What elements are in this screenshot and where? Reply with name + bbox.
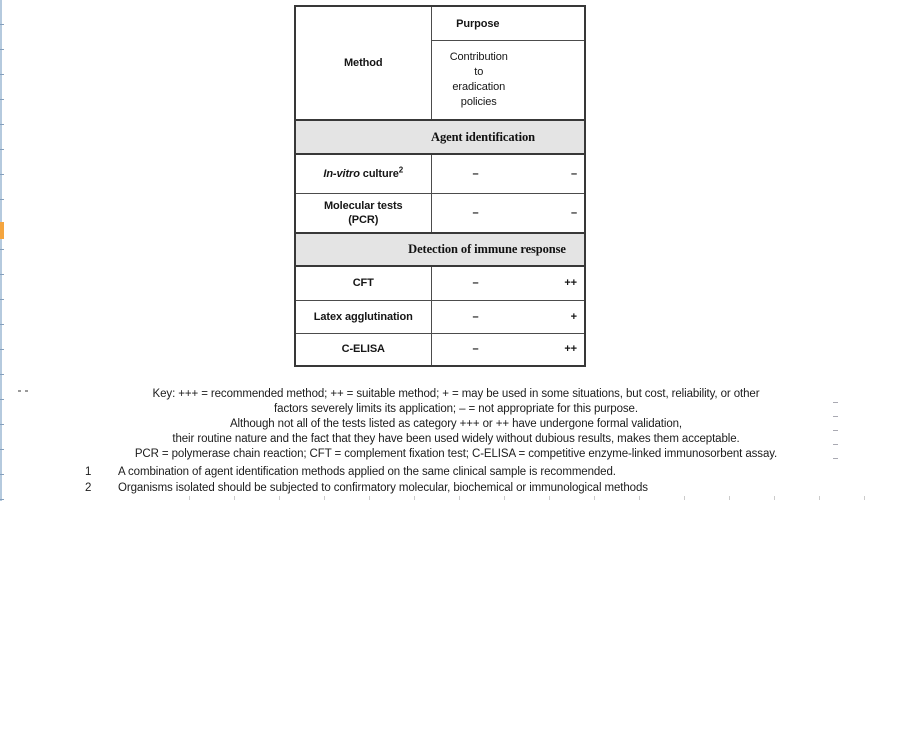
- table-row: [295, 266, 585, 300]
- result-value: –: [570, 167, 577, 180]
- footnote: [85, 481, 648, 497]
- key-line: Key: +++ = recommended method; ++ = suitable method; + = may be used in some situations, but cost, reliability, or other: [152, 388, 760, 400]
- result-value: –: [472, 310, 479, 323]
- gridline-tick-artifacts: [189, 496, 869, 500]
- method-name-cell: CFT: [295, 266, 431, 300]
- footnote-number: 2: [85, 481, 92, 494]
- page-artifact-dot: [25, 390, 28, 392]
- key-line: PCR = polymerase chain reaction; CFT = complement fixation test; C-ELISA = competitive enzyme-linked immunosorbent assay.: [134, 448, 778, 460]
- footnote-superscript: 2: [398, 165, 404, 175]
- value-cell: [431, 333, 585, 366]
- footnote-text: Organisms isolated should be subjected to confirmatory molecular, biochemical or immunological methods: [118, 481, 648, 494]
- left-ruler-ticks: [0, 0, 4, 501]
- purpose-subheader-cell: [431, 41, 585, 121]
- value-cell: [431, 266, 585, 300]
- purpose-sub-line: to: [474, 66, 484, 78]
- value-cell: [431, 154, 585, 193]
- result-value: –: [472, 343, 479, 356]
- footnotes-block: [85, 465, 648, 496]
- key-line: factors severely limits its application; – = not appropriate for this purpose.: [274, 403, 638, 415]
- method-name-italic: In-vitro: [323, 167, 360, 180]
- page-artifact-dot: [18, 390, 21, 392]
- highlight-marker: [0, 222, 4, 239]
- purpose-sub-line: policies: [460, 96, 497, 108]
- footnote-text: A combination of agent identification methods applied on the same clinical sample is recommended.: [118, 466, 616, 478]
- value-cell: [431, 193, 585, 233]
- value-cell: [431, 300, 585, 333]
- table-row: [295, 333, 585, 366]
- method-name-line: (PCR): [348, 213, 379, 226]
- result-value: ++: [564, 277, 577, 290]
- key-line: Although not all of the tests listed as category +++ or ++ have undergone formal validation,: [229, 418, 683, 430]
- immune-response-band: Detection of immune response: [295, 233, 585, 266]
- result-value: –: [472, 167, 479, 180]
- diagnostic-methods-table: [294, 5, 586, 367]
- table-row: [295, 120, 585, 154]
- result-value: –: [472, 277, 479, 290]
- key-line: their routine nature and the fact that they have been used widely without dubious results, makes them acceptable.: [172, 433, 740, 445]
- purpose-sub-line: eradication: [452, 81, 506, 93]
- result-value: +: [570, 310, 577, 323]
- footnote: [85, 465, 648, 481]
- method-name-rest: culture: [359, 167, 399, 180]
- result-value: –: [472, 206, 479, 219]
- method-name-line: Molecular tests: [323, 199, 403, 212]
- result-value: –: [570, 206, 577, 219]
- purpose-header-cell: Purpose: [431, 6, 585, 41]
- method-header-cell: Method: [295, 6, 431, 120]
- table-row: [295, 233, 585, 266]
- result-value: ++: [564, 343, 577, 356]
- method-name-cell: Latex agglutination: [295, 300, 431, 333]
- table-row: [295, 6, 585, 41]
- method-name-cell: [295, 193, 431, 233]
- table-row: [295, 154, 585, 193]
- table-row: [295, 193, 585, 233]
- footnote-number: 1: [85, 466, 92, 478]
- table-row: [295, 300, 585, 333]
- agent-identification-band: Agent identification: [295, 120, 585, 154]
- purpose-sub-line: Contribution: [449, 51, 508, 63]
- method-name-cell: [295, 154, 431, 193]
- method-name-cell: C-ELISA: [295, 333, 431, 366]
- table-key-text: [60, 387, 852, 462]
